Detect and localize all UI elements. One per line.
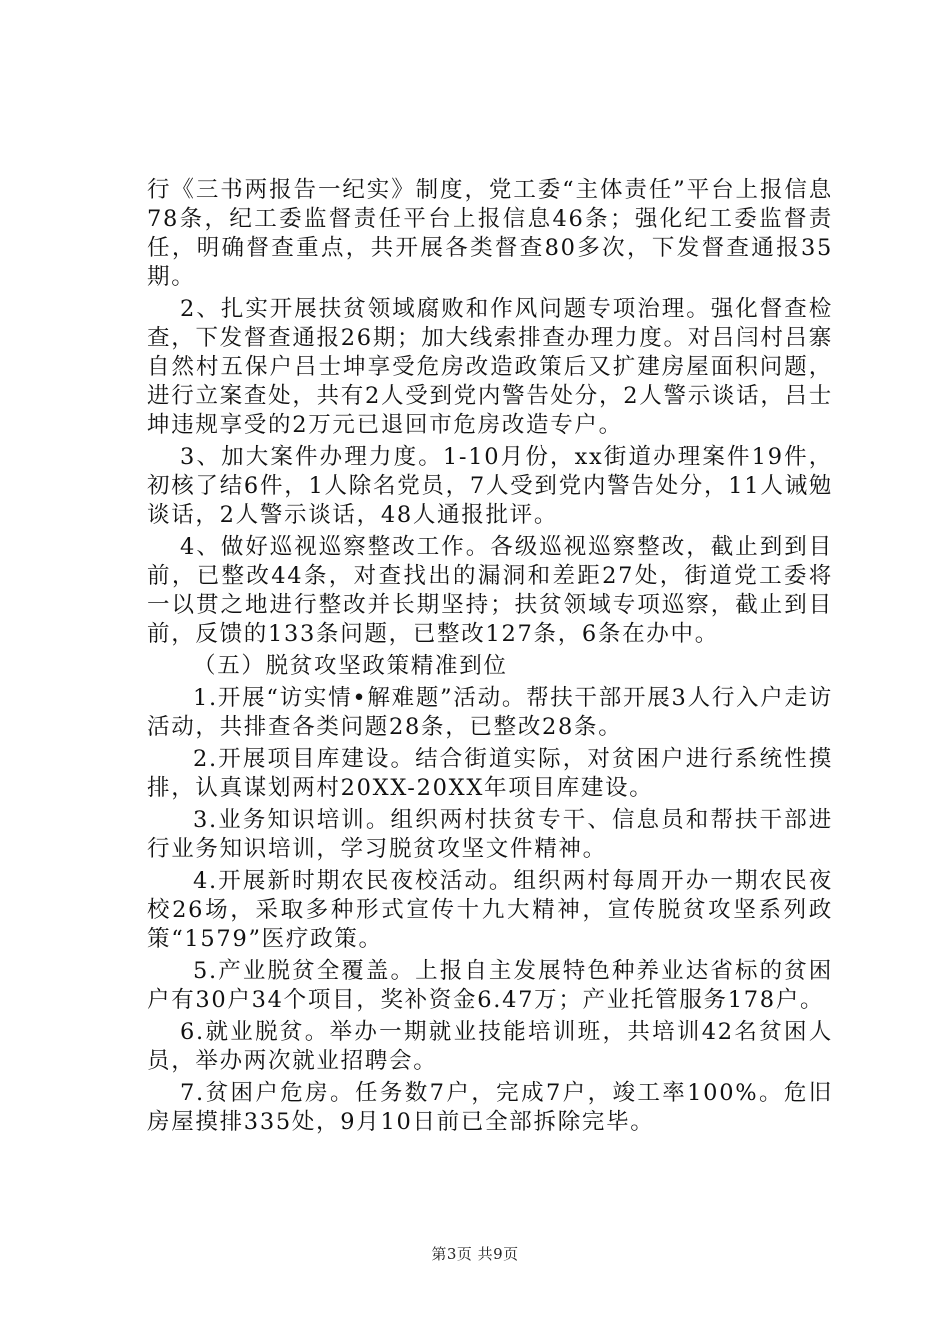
paragraph-item-2: 2、扎实开展扶贫领域腐败和作风问题专项治理。强化督查检查，下发督查通报26期；加大线索排查办理力度。对吕闫村吕寨自然村五保户吕士坤享受危房改造政策后又扩建房屋面积问题，进行立案查处，共有2人受到党内警告处分，2人警示谈话，吕士坤违规享受的2万元已退回市危房改造专户。: [147, 296, 833, 438]
document-body: [147, 176, 833, 1140]
paragraph-sub-5: 5.产业脱贫全覆盖。上报自主发展特色种养业达省标的贫困户有30户34个项目，奖补资金6.47万；产业托管服务178户。: [147, 958, 833, 1013]
paragraph-sub-4: 4.开展新时期农民夜校活动。组织两村每周开办一期农民夜校26场，采取多种形式宣传十九大精神，宣传脱贫攻坚系列政策“1579”医疗政策。: [147, 868, 833, 952]
paragraph-sub-2: 2.开展项目库建设。结合街道实际，对贫困户进行系统性摸排，认真谋划两村20XX-20XX年项目库建设。: [147, 746, 833, 801]
paragraph-sub-3: 3.业务知识培训。组织两村扶贫专干、信息员和帮扶干部进行业务知识培训，学习脱贫攻坚文件精神。: [147, 807, 833, 862]
paragraph-item-4: 4、做好巡视巡察整改工作。各级巡视巡察整改，截止到到目前，已整改44条，对查找出的漏洞和差距27处，街道党工委将一以贯之地进行整改并长期坚持；扶贫领域专项巡察，截止到目前，反馈的133条问题，已整改127条，6条在办中。: [147, 534, 833, 647]
paragraph-sub-7: 7.贫困户危房。任务数7户，完成7户，竣工率100%。危旧房屋摸排335处，9月10日前已全部拆除完毕。: [147, 1080, 833, 1135]
paragraph-sub-6: 6.就业脱贫。举办一期就业技能培训班，共培训42名贫困人员，举办两次就业招聘会。: [147, 1019, 833, 1074]
paragraph-item-3: 3、加大案件办理力度。1-10月份，xx街道办理案件19件，初核了结6件，1人除名党员，7人受到党内警告处分，11人诫勉谈话，2人警示谈话，48人通报批评。: [147, 444, 833, 528]
page-number-footer: 第3页 共9页: [431, 1245, 519, 1263]
paragraph-continuation: 行《三书两报告一纪实》制度，党工委“主体责任”平台上报信息78条，纪工委监督责任平台上报信息46条；强化纪工委监督责任，明确督查重点，共开展各类督查80多次，下发督查通报35期。: [147, 177, 833, 290]
section-heading: （五）脱贫攻坚政策精准到位: [193, 653, 508, 679]
paragraph-sub-1: 1.开展“访实情•解难题”活动。帮扶干部开展3人行入户走访活动，共排查各类问题28条，已整改28条。: [147, 685, 833, 740]
